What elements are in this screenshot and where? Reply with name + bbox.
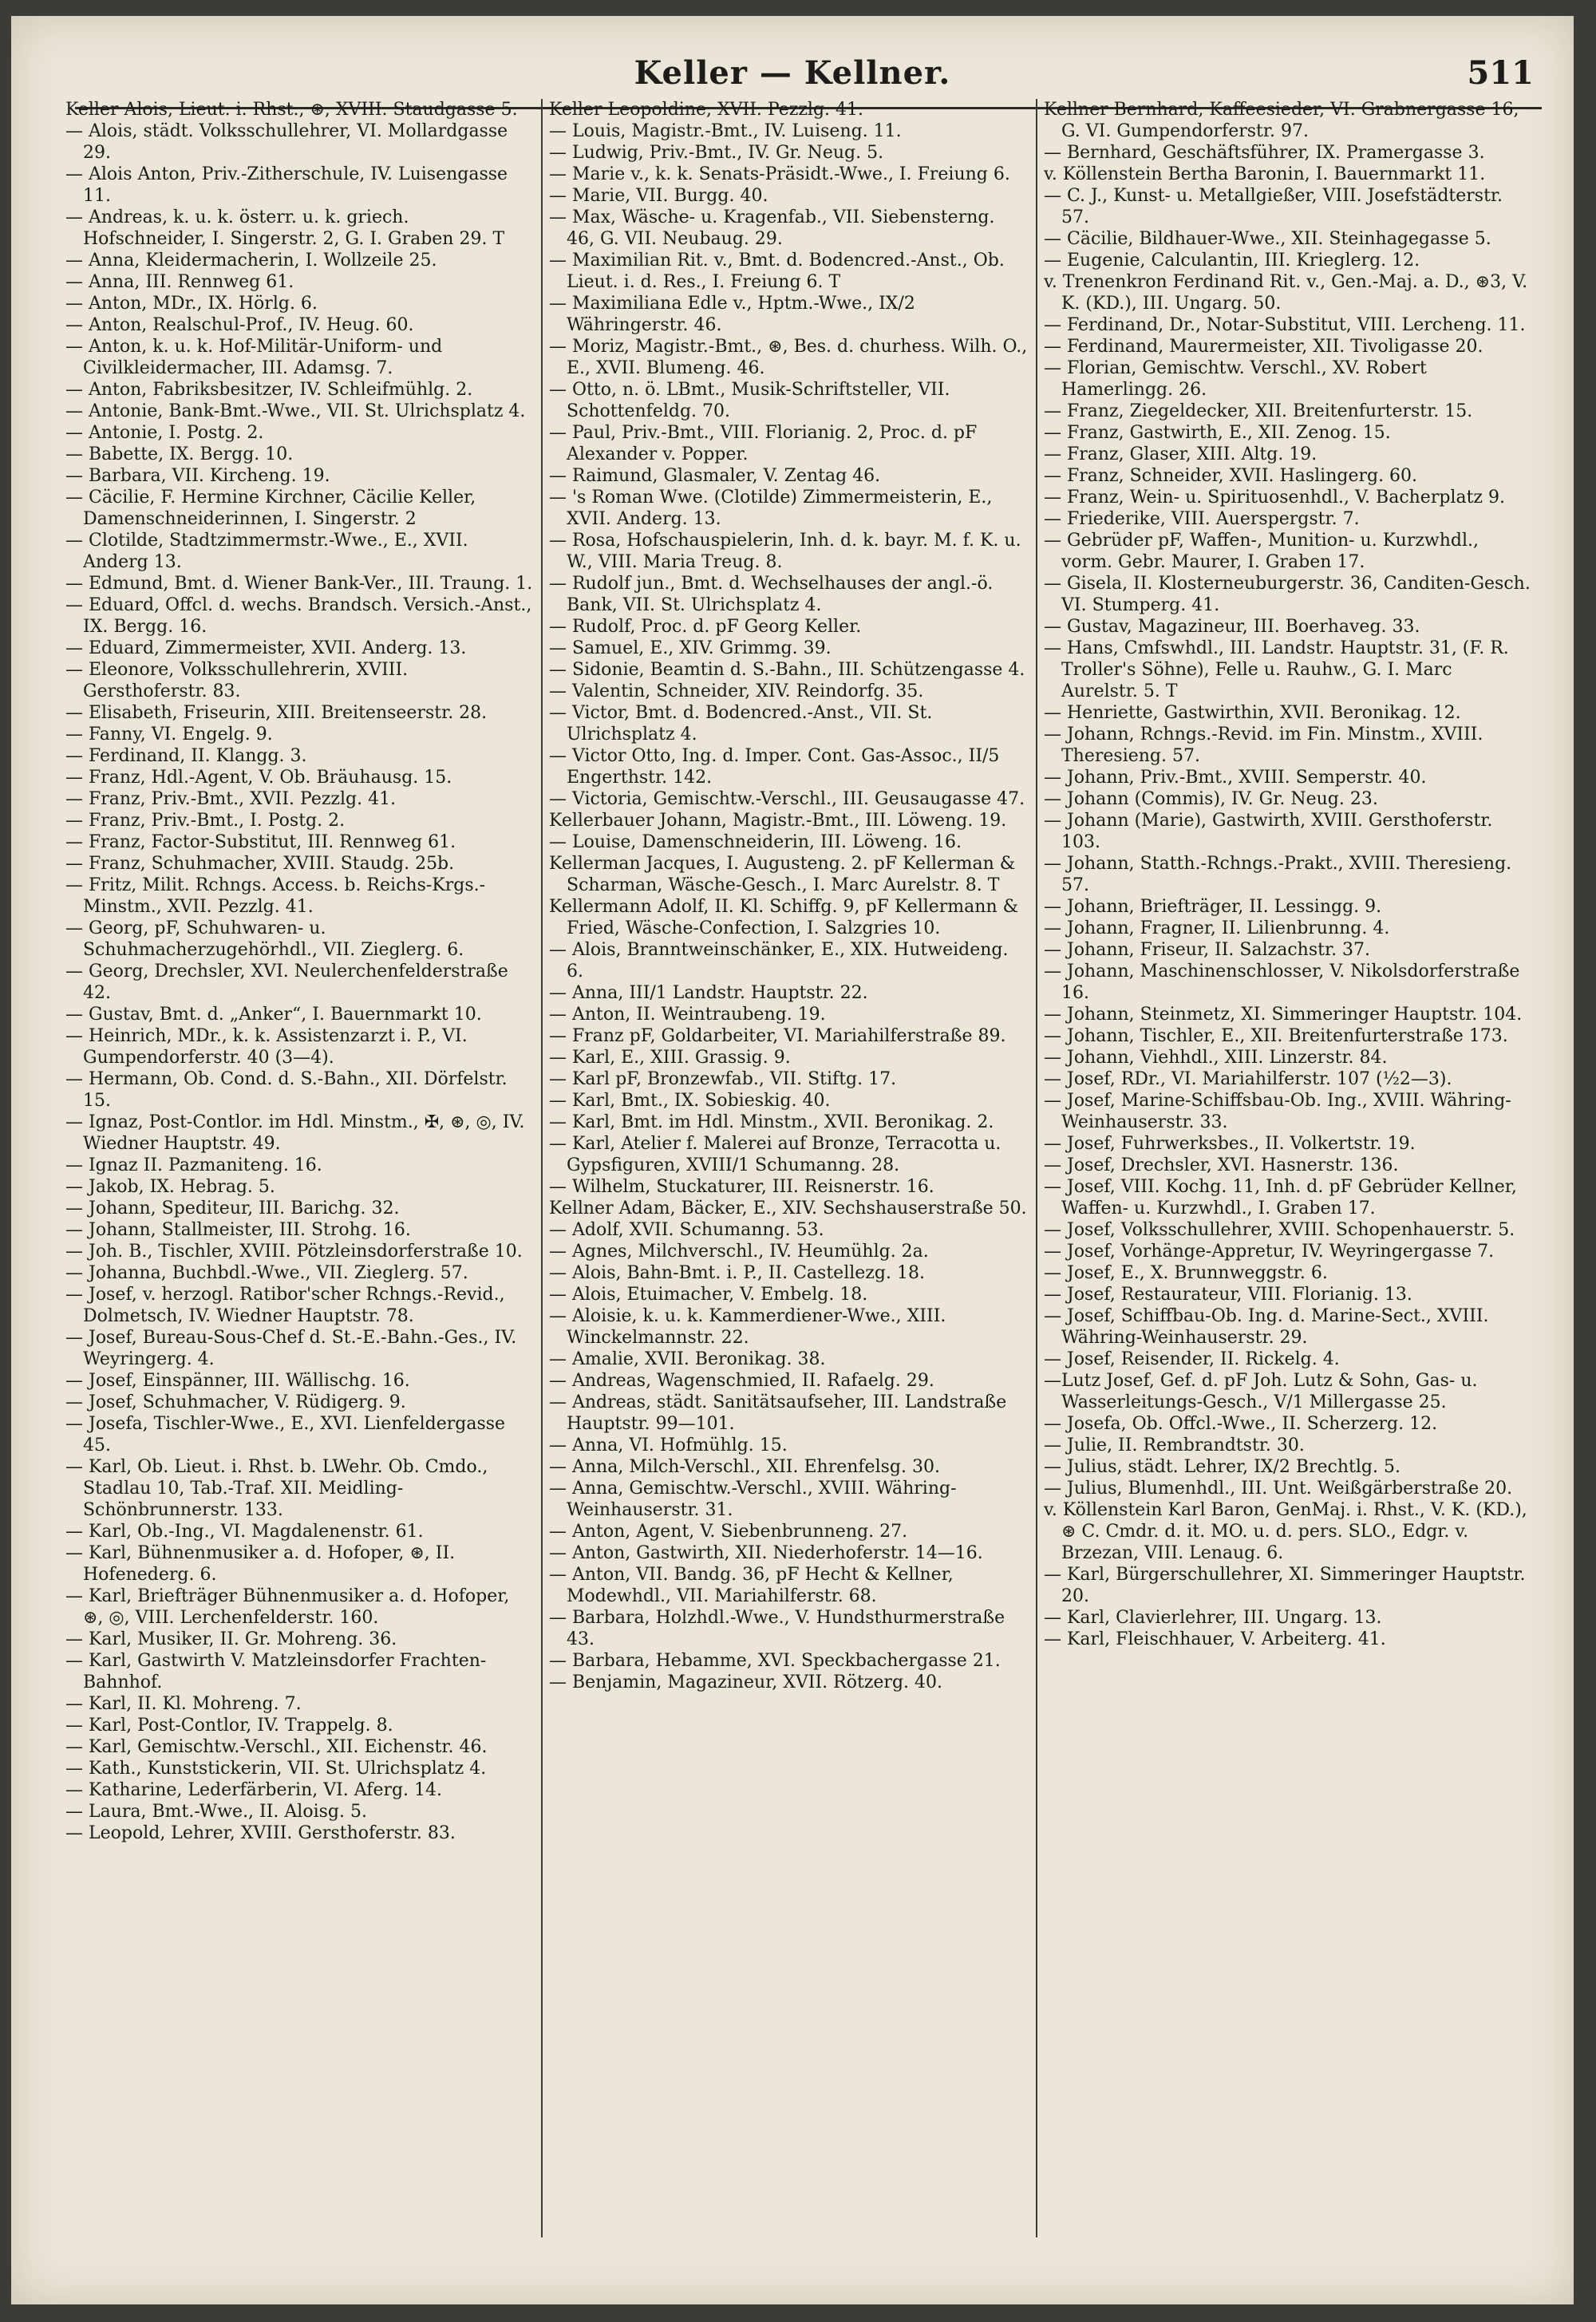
directory-entry: — Johann, Priv.-Bmt., XVIII. Semperstr. 40.	[1044, 768, 1427, 788]
directory-entry: — Josef, Bureau-Sous-Chef d. St.-E.-Bahn.-Ges., IV. Weyringerg. 4.	[65, 1328, 517, 1369]
directory-entry: — Gustav, Bmt. d. „Anker“, I. Bauernmarkt 10.	[65, 1005, 482, 1025]
directory-entry: — Anna, VI. Hofmühlg. 15.	[549, 1435, 788, 1455]
page-header	[11, 54, 1574, 102]
directory-entry: — Ferdinand, II. Klangg. 3.	[65, 746, 307, 766]
directory-entry: — Antonie, I. Postg. 2.	[65, 423, 264, 443]
directory-entry: — Ferdinand, Dr., Notar-Substitut, VIII. Lercheng. 11.	[1044, 315, 1526, 335]
directory-entry: — Cäcilie, F. Hermine Kirchner, Cäcilie Keller, Damenschneiderinnen, I. Singerstr. 2	[65, 488, 476, 529]
directory-entry: — Karl, Fleischhauer, V. Arbeiterg. 41.	[1044, 1629, 1386, 1649]
directory-entry: — Aloisie, k. u. k. Kammerdiener-Wwe., XIII. Winckelmannstr. 22.	[549, 1306, 946, 1348]
directory-entry: — Franz, Priv.-Bmt., XVII. Pezzlg. 41.	[65, 789, 397, 809]
directory-entry: — Johann, Briefträger, II. Lessingg. 9.	[1044, 897, 1382, 917]
directory-entry: — Ludwig, Priv.-Bmt., IV. Gr. Neug. 5.	[549, 143, 884, 163]
directory-entry: — Georg, pF, Schuhwaren- u. Schuhmacherzugehörhdl., VII. Zieglerg. 6.	[65, 918, 464, 960]
directory-entry: — Josef, RDr., VI. Mariahilferstr. 107 (½2—3).	[1044, 1069, 1452, 1089]
directory-entry: — Franz, Ziegeldecker, XII. Breitenfurterstr. 15.	[1044, 401, 1473, 421]
running-head: Keller — Kellner.	[634, 54, 951, 92]
directory-entry: — Eduard, Offcl. d. wechs. Brandsch. Versich.-Anst., IX. Bergg. 16.	[65, 595, 532, 637]
directory-entry: — Johann, Spediteur, III. Barichg. 32.	[65, 1199, 400, 1218]
directory-entry: — Louise, Damenschneiderin, III. Löweng. 16.	[549, 832, 962, 852]
directory-entry: — Benjamin, Magazineur, XVII. Rötzerg. 40.	[549, 1672, 943, 1692]
directory-entry: — Edmund, Bmt. d. Wiener Bank-Ver., III. Traung. 1.	[65, 574, 533, 594]
directory-entry: — Josef, Schiffbau-Ob. Ing. d. Marine-Sect., XVIII. Währing-Weinhauserstr. 29.	[1044, 1306, 1489, 1348]
directory-entry: — Anton, MDr., IX. Hörlg. 6.	[65, 294, 318, 314]
directory-entry: — Marie, VII. Burgg. 40.	[549, 186, 768, 206]
directory-entry: — Agnes, Milchverschl., IV. Heumühlg. 2a.	[549, 1242, 929, 1262]
directory-entry: — Karl, Gastwirth V. Matzleinsdorfer Frachten-Bahnhof.	[65, 1651, 487, 1692]
directory-entry: — Franz, Priv.-Bmt., I. Postg. 2.	[65, 811, 346, 831]
directory-entry: — Samuel, E., XIV. Grimmg. 39.	[549, 638, 832, 658]
directory-entry: Kellerbauer Johann, Magistr.-Bmt., III. Löweng. 19.	[549, 811, 1007, 831]
directory-entry: — Karl, Bmt., IX. Sobieskig. 40.	[549, 1091, 831, 1111]
directory-entry: — Josef, v. herzogl. Ratibor'scher Rchngs.-Revid., Dolmetsch, IV. Wiedner Hauptstr. 78.	[65, 1285, 505, 1326]
directory-entry: — Johann (Marie), Gastwirth, XVIII. Gersthoferstr. 103.	[1044, 811, 1493, 852]
directory-entry: — Eduard, Zimmermeister, XVII. Anderg. 13.	[65, 638, 467, 658]
directory-entry: — Franz, Schuhmacher, XVIII. Staudg. 25b.	[65, 854, 455, 874]
directory-entry: — Karl, E., XIII. Grassig. 9.	[549, 1048, 791, 1068]
directory-entry: — Barbara, Holzhdl.-Wwe., V. Hundsthurmerstraße 43.	[549, 1608, 1005, 1649]
directory-entry: — Johann, Statth.-Rchngs.-Prakt., XVIII. Theresieng. 57.	[1044, 854, 1512, 895]
directory-entry: — Karl, II. Kl. Mohreng. 7.	[65, 1694, 302, 1714]
directory-entry: — Josefa, Tischler-Wwe., E., XVI. Lienfeldergasse 45.	[65, 1414, 506, 1455]
directory-entry: — Alois, Etuimacher, V. Embelg. 18.	[549, 1285, 868, 1305]
directory-entry: — Anton, Realschul-Prof., IV. Heug. 60.	[65, 315, 414, 335]
directory-entry: — Friederike, VIII. Auerspergstr. 7.	[1044, 509, 1360, 529]
directory-entry: v. Köllenstein Bertha Baronin, I. Bauernmarkt 11.	[1044, 164, 1486, 184]
directory-entry: — Rosa, Hofschauspielerin, Inh. d. k. bayr. M. f. K. u. W., VIII. Maria Treug. 8.	[549, 531, 1021, 572]
directory-entry: — Anton, VII. Bandg. 36, pF Hecht & Kellner, Modewhdl., VII. Mariahilferstr. 68.	[549, 1565, 954, 1606]
directory-entry: Kellermann Adolf, II. Kl. Schiffg. 9, pF Kellermann & Fried, Wäsche-Confection, I. Salzgries 10.	[549, 897, 1019, 938]
directory-entry: — Anna, Gemischtw.-Verschl., XVIII. Währing-Weinhauserstr. 31.	[549, 1479, 957, 1520]
directory-entry: — Victoria, Gemischtw.-Verschl., III. Geusaugasse 47.	[549, 789, 1025, 809]
directory-entry: — Wilhelm, Stuckaturer, III. Reisnerstr. 16.	[549, 1177, 934, 1197]
directory-entry: — Max, Wäsche- u. Kragenfab., VII. Siebensterng. 46, G. VII. Neubaug. 29.	[549, 207, 995, 249]
directory-entry: — Karl, Briefträger Bühnenmusiker a. d. Hofoper, ⊛, ◎, VIII. Lerchenfelderstr. 160.	[65, 1586, 510, 1628]
directory-entry: — Alois, Bahn-Bmt. i. P., II. Castellezg. 18.	[549, 1263, 925, 1283]
directory-entry: — Johann, Viehhdl., XIII. Linzerstr. 84.	[1044, 1048, 1388, 1068]
directory-entry: — Karl, Atelier f. Malerei auf Bronze, Terracotta u. Gypsfiguren, XVIII/1 Schumanng. 28.	[549, 1134, 1001, 1175]
directory-entry: — Anton, II. Weintraubeng. 19.	[549, 1005, 826, 1025]
column-divider	[541, 99, 543, 2237]
directory-entry: — Adolf, XVII. Schumanng. 53.	[549, 1220, 824, 1240]
directory-entry: — Josef, Restaurateur, VIII. Florianig. 13.	[1044, 1285, 1412, 1305]
directory-entry: — Johann, Fragner, II. Lilienbrunng. 4.	[1044, 918, 1390, 938]
directory-entry: — Heinrich, MDr., k. k. Assistenzarzt i. P., VI. Gumpendorferstr. 40 (3—4).	[65, 1026, 468, 1068]
directory-entry: — Laura, Bmt.-Wwe., II. Aloisg. 5.	[65, 1802, 367, 1822]
column-2	[549, 99, 1028, 2269]
directory-entry: — Ignaz, Post-Contlor. im Hdl. Minstm., ✠, ⊛, ◎, IV. Wiedner Hauptstr. 49.	[65, 1112, 525, 1154]
directory-entry: Kellerman Jacques, I. Augusteng. 2. pF Kellerman & Scharman, Wäsche-Gesch., I. Marc Aurelstr. 8. T	[549, 854, 1016, 895]
directory-entry: — Josef, Volksschullehrer, XVIII. Schopenhauerstr. 5.	[1044, 1220, 1515, 1240]
directory-entry: — Karl pF, Bronzewfab., VII. Stiftg. 17.	[549, 1069, 897, 1089]
directory-entry: — Sidonie, Beamtin d. S.-Bahn., III. Schützengasse 4.	[549, 660, 1025, 680]
directory-entry: — Josef, Reisender, II. Rickelg. 4.	[1044, 1349, 1340, 1369]
directory-entry: — Franz pF, Goldarbeiter, VI. Mariahilferstraße 89.	[549, 1026, 1006, 1046]
directory-entry: — Josef, Einspänner, III. Wällischg. 16.	[65, 1371, 410, 1391]
directory-entry: — Josef, VIII. Kochg. 11, Inh. d. pF Gebrüder Kellner, Waffen- u. Kurzwhdl., I. Graben 17.	[1044, 1177, 1517, 1218]
directory-entry: — Raimund, Glasmaler, V. Zentag 46.	[549, 466, 881, 486]
directory-entry: — Johann, Tischler, E., XII. Breitenfurterstraße 173.	[1044, 1026, 1508, 1046]
directory-entry: —Lutz Josef, Gef. d. pF Joh. Lutz & Sohn, Gas- u. Wasserleitungs-Gesch., V/1 Millergasse 25.	[1044, 1371, 1478, 1412]
directory-entry: — Karl, Post-Contlor, IV. Trappelg. 8.	[65, 1716, 393, 1736]
directory-entry: — Franz, Hdl.-Agent, V. Ob. Bräuhausg. 15.	[65, 768, 452, 788]
directory-entry: — Franz, Wein- u. Spirituosenhdl., V. Bacherplatz 9.	[1044, 488, 1505, 507]
directory-entry: — Otto, n. ö. LBmt., Musik-Schriftsteller, VII. Schottenfeldg. 70.	[549, 380, 950, 421]
directory-entry: — Louis, Magistr.-Bmt., IV. Luiseng. 11.	[549, 121, 902, 141]
directory-entry: — Karl, Ob.-Ing., VI. Magdalenenstr. 61.	[65, 1522, 424, 1542]
directory-entry: Keller Leopoldine, XVII. Pezzlg. 41.	[549, 100, 864, 120]
page-number: 511	[1467, 54, 1534, 92]
directory-entry: — Anton, Fabriksbesitzer, IV. Schleifmühlg. 2.	[65, 380, 473, 400]
directory-entry: — Franz, Gastwirth, E., XII. Zenog. 15.	[1044, 423, 1391, 443]
directory-entry: — Cäcilie, Bildhauer-Wwe., XII. Steinhagegasse 5.	[1044, 229, 1491, 249]
directory-entry: — Ferdinand, Maurermeister, XII. Tivoligasse 20.	[1044, 337, 1483, 357]
directory-entry: — Gisela, II. Klosterneuburgerstr. 36, Canditen-Gesch. VI. Stumperg. 41.	[1044, 574, 1531, 615]
directory-entry: — Florian, Gemischtw. Verschl., XV. Robert Hamerlingg. 26.	[1044, 358, 1427, 400]
directory-entry: — Josef, Vorhänge-Appretur, IV. Weyringergasse 7.	[1044, 1242, 1495, 1262]
directory-entry: — Gustav, Magazineur, III. Boerhaveg. 33.	[1044, 617, 1420, 637]
directory-entry: — Anna, III/1 Landstr. Hauptstr. 22.	[549, 983, 868, 1003]
directory-entry: — Rudolf jun., Bmt. d. Wechselhauses der angl.-ö. Bank, VII. St. Ulrichsplatz 4.	[549, 574, 994, 615]
column-divider	[1036, 99, 1037, 2237]
directory-entry: — Julius, Blumenhdl., III. Unt. Weißgärberstraße 20.	[1044, 1479, 1513, 1499]
directory-entry: — Andreas, städt. Sanitätsaufseher, III. Landstraße Hauptstr. 99—101.	[549, 1392, 1007, 1434]
directory-entry: — Bernhard, Geschäftsführer, IX. Pramergasse 3.	[1044, 143, 1485, 163]
directory-entry: — Barbara, Hebamme, XVI. Speckbachergasse 21.	[549, 1651, 1001, 1671]
directory-entry: — Karl, Ob. Lieut. i. Rhst. b. LWehr. Ob. Cmdo., Stadlau 10, Tab.-Traf. XII. Meidling-Schönbrunnerstr. 133.	[65, 1457, 488, 1520]
directory-entry: — Amalie, XVII. Beronikag. 38.	[549, 1349, 826, 1369]
directory-entry: — Johann, Friseur, II. Salzachstr. 37.	[1044, 940, 1371, 960]
directory-entry: — Rudolf, Proc. d. pF Georg Keller.	[549, 617, 862, 637]
directory-entry: — Franz, Glaser, XIII. Altg. 19.	[1044, 444, 1317, 464]
directory-entry: — Julie, II. Rembrandtstr. 30.	[1044, 1435, 1305, 1455]
directory-entry: — Hans, Cmfswhdl., III. Landstr. Hauptstr. 31, (F. R. Troller's Söhne), Felle u. Rauhw., G. I. Marc Aurelstr. 5. T	[1044, 638, 1509, 701]
directory-entry: — Julius, städt. Lehrer, IX/2 Brechtlg. 5.	[1044, 1457, 1400, 1477]
directory-entry: — Johann, Rchngs.-Revid. im Fin. Minstm., XVIII. Theresieng. 57.	[1044, 725, 1483, 766]
directory-entry: — Karl, Bürgerschullehrer, XI. Simmeringer Hauptstr. 20.	[1044, 1565, 1526, 1606]
directory-entry: — Anna, III. Rennweg 61.	[65, 272, 294, 292]
directory-entry: Keller Alois, Lieut. i. Rhst., ⊛, XVIII. Staudgasse 5.	[65, 100, 518, 120]
directory-entry: — Franz, Schneider, XVII. Haslingerg. 60.	[1044, 466, 1418, 486]
directory-entry: — Josefa, Ob. Offcl.-Wwe., II. Scherzerg. 12.	[1044, 1414, 1438, 1434]
directory-entry: — Victor, Bmt. d. Bodencred.-Anst., VII. St. Ulrichsplatz 4.	[549, 703, 933, 744]
directory-entry: — Karl, Bühnenmusiker a. d. Hofoper, ⊛, II. Hofenederg. 6.	[65, 1543, 456, 1585]
column-1	[65, 99, 535, 2269]
directory-entry: — Antonie, Bank-Bmt.-Wwe., VII. St. Ulrichsplatz 4.	[65, 401, 526, 421]
directory-entry: — Anton, k. u. k. Hof-Militär-Uniform- und Civilkleidermacher, III. Adamsg. 7.	[65, 337, 443, 378]
directory-entry: — Anton, Agent, V. Siebenbrunneng. 27.	[549, 1522, 908, 1542]
directory-entry: — Elisabeth, Friseurin, XIII. Breitenseerstr. 28.	[65, 703, 488, 723]
directory-entry: — Alois, städt. Volksschullehrer, VI. Mollardgasse 29.	[65, 121, 508, 163]
directory-entry: — Josef, Marine-Schiffsbau-Ob. Ing., XVIII. Währing-Weinhauserstr. 33.	[1044, 1091, 1511, 1132]
directory-entry: — Karl, Bmt. im Hdl. Minstm., XVII. Beronikag. 2.	[549, 1112, 994, 1132]
directory-entry: — Karl, Clavierlehrer, III. Ungarg. 13.	[1044, 1608, 1382, 1628]
directory-entry: — 's Roman Wwe. (Clotilde) Zimmermeisterin, E., XVII. Anderg. 13.	[549, 488, 993, 529]
directory-entry: — Babette, IX. Bergg. 10.	[65, 444, 294, 464]
directory-entry: — Barbara, VII. Kircheng. 19.	[65, 466, 330, 486]
directory-entry: — Fanny, VI. Engelg. 9.	[65, 725, 273, 744]
directory-entry: — Josef, Fuhrwerksbes., II. Volkertstr. 19.	[1044, 1134, 1416, 1154]
directory-entry: — Joh. B., Tischler, XVIII. Pötzleinsdorferstraße 10.	[65, 1242, 523, 1262]
directory-entry: — Anton, Gastwirth, XII. Niederhoferstr. 14—16.	[549, 1543, 983, 1563]
directory-entry: — Ignaz II. Pazmaniteng. 16.	[65, 1155, 322, 1175]
directory-entry: — Eugenie, Calculantin, III. Krieglerg. 12.	[1044, 251, 1420, 271]
directory-entry: — Maximiliana Edle v., Hptm.-Wwe., IX/2 Währingerstr. 46.	[549, 294, 915, 335]
directory-entry: — Karl, Musiker, II. Gr. Mohreng. 36.	[65, 1629, 397, 1649]
directory-entry: — Franz, Factor-Substitut, III. Rennweg 61.	[65, 832, 456, 852]
directory-entry: v. Trenenkron Ferdinand Rit. v., Gen.-Maj. a. D., ⊛3, V. K. (KD.), III. Ungarg. 50.	[1044, 272, 1528, 314]
directory-entry: — Johann, Steinmetz, XI. Simmeringer Hauptstr. 104.	[1044, 1005, 1523, 1025]
directory-entry: — Paul, Priv.-Bmt., VIII. Florianig. 2, Proc. d. pF Alexander v. Popper.	[549, 423, 978, 464]
directory-entry: — Josef, E., X. Brunnweggstr. 6.	[1044, 1263, 1328, 1283]
directory-entry: — Victor Otto, Ing. d. Imper. Cont. Gas-Assoc., II/5 Engerthstr. 142.	[549, 746, 1000, 788]
directory-entry: — Johann, Maschinenschlosser, V. Nikolsdorferstraße 16.	[1044, 962, 1520, 1003]
directory-entry: Kellner Adam, Bäcker, E., XIV. Sechshauserstraße 50.	[549, 1199, 1027, 1218]
directory-entry: — Maximilian Rit. v., Bmt. d. Bodencred.-Anst., Ob. Lieut. i. d. Res., I. Freiung 6. T	[549, 251, 1005, 292]
directory-entry: — Alois, Branntweinschänker, E., XIX. Hutweideng. 6.	[549, 940, 1009, 981]
directory-entry: — Josef, Schuhmacher, V. Rüdigerg. 9.	[65, 1392, 406, 1412]
directory-entry: — Clotilde, Stadtzimmermstr.-Wwe., E., XVII. Anderg 13.	[65, 531, 468, 572]
directory-entry: — Josef, Drechsler, XVI. Hasnerstr. 136.	[1044, 1155, 1399, 1175]
directory-entry: — Johanna, Buchbdl.-Wwe., VII. Zieglerg. 57.	[65, 1263, 468, 1283]
directory-entry: — Andreas, Wagenschmied, II. Rafaelg. 29.	[549, 1371, 934, 1391]
column-3	[1044, 99, 1532, 2269]
directory-entry: — Johann (Commis), IV. Gr. Neug. 23.	[1044, 789, 1378, 809]
directory-entry: — Alois Anton, Priv.-Zitherschule, IV. Luisengasse 11.	[65, 164, 508, 206]
directory-entry: — Anna, Milch-Verschl., XII. Ehrenfelsg. 30.	[549, 1457, 940, 1477]
directory-entry: — Anna, Kleidermacherin, I. Wollzeile 25.	[65, 251, 437, 271]
directory-entry: — Valentin, Schneider, XIV. Reindorfg. 35.	[549, 681, 924, 701]
directory-entry: — Henriette, Gastwirthin, XVII. Beronikag. 12.	[1044, 703, 1461, 723]
directory-entry: — Eleonore, Volksschullehrerin, XVIII. Gersthoferstr. 83.	[65, 660, 409, 701]
directory-entry: — Gebrüder pF, Waffen-, Munition- u. Kurzwhdl., vorm. Gebr. Maurer, I. Graben 17.	[1044, 531, 1479, 572]
directory-entry: v. Köllenstein Karl Baron, GenMaj. i. Rhst., V. K. (KD.), ⊛ C. Cmdr. d. it. MO. u. d. pers. SLO., Edgr. v. Brzezan, VIII. Lenaug. 6.	[1044, 1500, 1527, 1563]
directory-entry: — Georg, Drechsler, XVI. Neulerchenfelderstraße 42.	[65, 962, 508, 1003]
directory-entry: — Katharine, Lederfärberin, VI. Aferg. 14.	[65, 1780, 443, 1800]
directory-entry: — Marie v., k. k. Senats-Präsidt.-Wwe., I. Freiung 6.	[549, 164, 1010, 184]
directory-entry: — Leopold, Lehrer, XVIII. Gersthoferstr. 83.	[65, 1823, 456, 1843]
directory-entry: Kellner Bernhard, Kaffeesieder, VI. Grabnergasse 16, G. VI. Gumpendorferstr. 97.	[1044, 100, 1519, 141]
directory-entry: — Hermann, Ob. Cond. d. S.-Bahn., XII. Dörfelstr. 15.	[65, 1069, 508, 1111]
directory-entry: — Karl, Gemischtw.-Verschl., XII. Eichenstr. 46.	[65, 1737, 488, 1757]
directory-entry: — Jakob, IX. Hebrag. 5.	[65, 1177, 275, 1197]
directory-entry: — Fritz, Milit. Rchngs. Access. b. Reichs-Krgs.-Minstm., XVII. Pezzlg. 41.	[65, 875, 486, 917]
directory-entry: — C. J., Kunst- u. Metallgießer, VIII. Josefstädterstr. 57.	[1044, 186, 1503, 227]
directory-entry: — Johann, Stallmeister, III. Strohg. 16.	[65, 1220, 411, 1240]
directory-entry: — Andreas, k. u. k. österr. u. k. griech. Hofschneider, I. Singerstr. 2, G. I. Graben 29. T	[65, 207, 505, 249]
directory-entry: — Kath., Kunststickerin, VII. St. Ulrichsplatz 4.	[65, 1759, 487, 1779]
directory-entry: — Moriz, Magistr.-Bmt., ⊛, Bes. d. churhess. Wilh. O., E., XVII. Blumeng. 46.	[549, 337, 1028, 378]
